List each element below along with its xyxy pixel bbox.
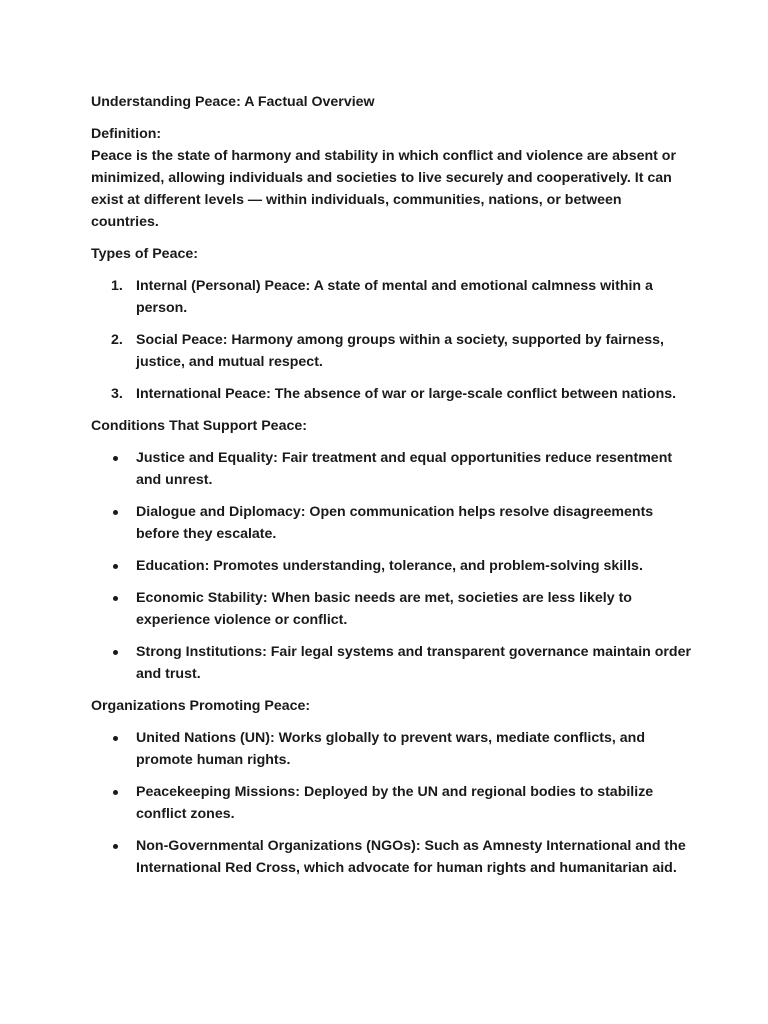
list-item xyxy=(91,383,691,405)
document-body xyxy=(91,91,691,889)
list-item-text: International Peace: The absence of war or large-scale conflict between nations. xyxy=(136,386,677,402)
list-item xyxy=(91,641,691,685)
list-number: 2. xyxy=(111,332,123,348)
bullet-icon xyxy=(113,736,118,741)
bullet-icon xyxy=(113,564,118,569)
conditions-heading: Conditions That Support Peace: xyxy=(91,418,307,434)
list-number: 1. xyxy=(111,278,123,294)
list-item-text: Education: Promotes understanding, tolerance, and problem-solving skills. xyxy=(136,558,643,574)
bullet-icon xyxy=(113,596,118,601)
list-item-text: United Nations (UN): Works globally to prevent wars, mediate conflicts, and promote human rights. xyxy=(136,730,645,768)
bullet-icon xyxy=(113,844,118,849)
list-item xyxy=(91,501,691,545)
list-item-text: Dialogue and Diplomacy: Open communication helps resolve disagreements before they escalate. xyxy=(136,504,654,542)
conditions-list xyxy=(91,447,691,685)
list-item xyxy=(91,275,691,319)
organizations-list xyxy=(91,727,691,879)
types-heading: Types of Peace: xyxy=(91,246,198,262)
bullet-icon xyxy=(113,456,118,461)
bullet-icon xyxy=(113,790,118,795)
list-item-text: Economic Stability: When basic needs are met, societies are less likely to experience violence or conflict. xyxy=(136,590,632,628)
list-item xyxy=(91,555,691,577)
bullet-icon xyxy=(113,650,118,655)
list-item-text: Strong Institutions: Fair legal systems and transparent governance maintain order and trust. xyxy=(136,644,692,682)
list-number: 3. xyxy=(111,386,123,402)
list-item-text: Peacekeeping Missions: Deployed by the UN and regional bodies to stabilize conflict zones. xyxy=(136,784,654,822)
document-title: Understanding Peace: A Factual Overview xyxy=(91,94,375,110)
list-item-text: Non-Governmental Organizations (NGOs): Such as Amnesty International and the International Red Cross, which advocate for human rights and humanitarian aid. xyxy=(136,838,686,876)
list-item-text: Justice and Equality: Fair treatment and equal opportunities reduce resentment and unrest. xyxy=(136,450,673,488)
types-list xyxy=(91,275,691,405)
list-item-text: Internal (Personal) Peace: A state of mental and emotional calmness within a person. xyxy=(136,278,653,316)
list-item-text: Social Peace: Harmony among groups within a society, supported by fairness, justice, and mutual respect. xyxy=(136,332,664,370)
list-item xyxy=(91,727,691,771)
list-item xyxy=(91,781,691,825)
list-item xyxy=(91,835,691,879)
list-item xyxy=(91,329,691,373)
list-item xyxy=(91,587,691,631)
bullet-icon xyxy=(113,510,118,515)
organizations-heading: Organizations Promoting Peace: xyxy=(91,698,311,714)
definition-label: Definition: xyxy=(91,126,162,142)
list-item xyxy=(91,447,691,491)
definition-text: Peace is the state of harmony and stability in which conflict and violence are absent or minimized, allowing individuals and societies to live securely and cooperatively. It can exist at different levels — within individuals, communities, nations, or between countries. xyxy=(91,148,676,230)
